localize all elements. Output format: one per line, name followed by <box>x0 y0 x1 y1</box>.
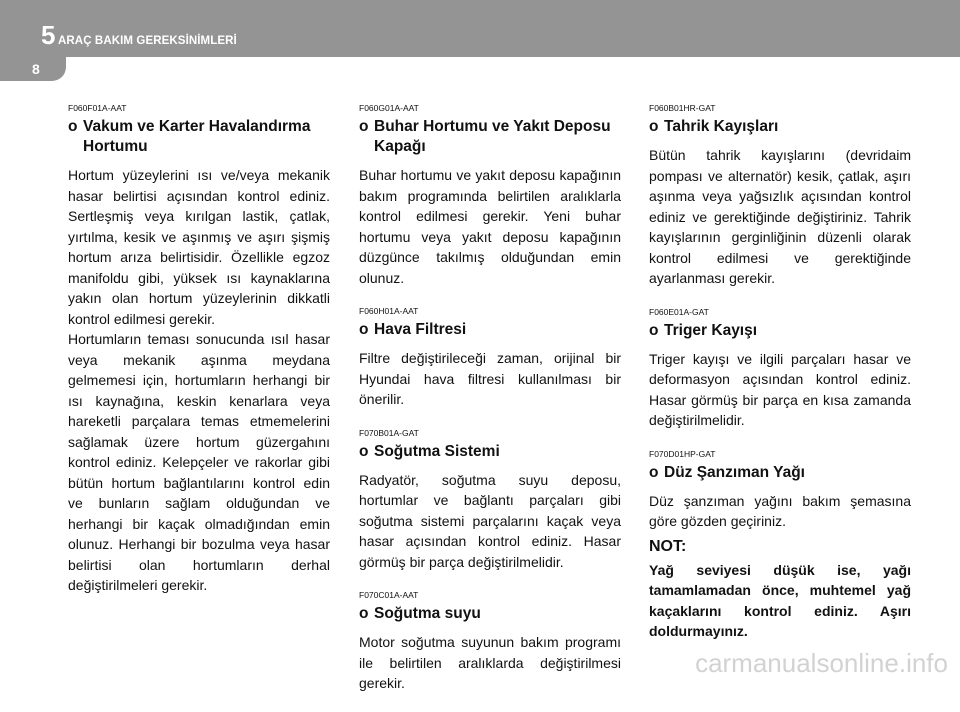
section-vacuum-hose <box>68 103 330 596</box>
section-manual-transmission-oil <box>649 449 911 642</box>
section-title: Hava Filtresi <box>374 321 467 338</box>
chapter-number: 5 <box>41 20 56 50</box>
section-heading <box>649 117 911 137</box>
column-middle <box>359 103 621 712</box>
section-body-continued: Hortumların teması sonucunda ısıl hasar veya mekanik aşınma meydana gelmemesi için, hortumların herhangi bir ısı kaynağına, keskin kenarlara veya hareketli parçalara temas etmemelerini sağlamak üzere hortum güzergahını kontrol ediniz. Kelepçeler ve rakorlar gibi bütün hortum bağlantılarını kontrol edin ve bunların sağlam olduğundan ve herhangi bir kaçak olmadığından emin olunuz. Herhangi bir bozulma veya hasar belirtisi olan hortumların derhal değiştirilmeleri gerekir. <box>68 331 330 593</box>
bullet-glyph: o <box>649 463 659 481</box>
section-timing-belt <box>649 307 911 431</box>
section-heading <box>359 320 621 340</box>
section-drive-belts <box>649 103 911 289</box>
section-code: F060B01HR-GAT <box>649 103 716 113</box>
chapter-title: ARAÇ BAKIM GEREKSİNİMLERİ <box>58 35 237 47</box>
section-air-filter <box>359 306 621 410</box>
bullet-glyph: o <box>359 118 369 135</box>
chapter-header-bar <box>0 0 960 57</box>
section-body: Buhar hortumu ve yakıt deposu kapağının bakım programında belirtilen aralıklarla kontrol edilmesi gerekir. Yeni buhar hortumu veya yakıt deposu kapağının düzgünce takılmış olduğundan emin olunuz. <box>359 167 621 286</box>
section-cooling-system <box>359 428 621 573</box>
section-heading <box>649 321 911 341</box>
section-code: F070D01HP-GAT <box>649 448 716 459</box>
section-heading <box>649 463 911 483</box>
watermark: carmanualsonline.info <box>695 648 948 678</box>
section-code: F070B01A-GAT <box>359 427 419 438</box>
note-text: Yağ seviyesi düşük ise, yağı tamamlamadan önce, muhtemel yağ kaçaklarını kontrol ediniz. Aşırı doldurmayınız. <box>649 561 911 639</box>
page-number: 8 <box>32 61 40 77</box>
bullet-glyph: o <box>359 442 369 460</box>
section-body: Hortum yüzeylerini ısı ve/veya mekanik hasar belirtisi açısından kontrol ediniz. Sertleşmiş veya kırılgan lastik, çatlak, yırtılma, kesik ve aşınmış ve aşırı şişmiş hortum arıza belirtisidir. Özellikle egzoz manifoldu gibi, yüksek ısı kaynaklarına yakın olan hortum yüzeylerinin dikkatli kontrol edilmesi gerekir. <box>68 167 330 327</box>
section-body: Bütün tahrik kayışlarını (devridaim pompası ve alternatör) kesik, çatlak, aşırı aşınma veya yağsızlık açısından kontrol ediniz ve gerektiğinde değiştiriniz. Tahrik kayışlarının gerginliğinin düzenli olarak kontrol edilmesi ve gerektiğinde ayarlanması gerekir. <box>649 147 911 286</box>
bullet-glyph: o <box>68 118 78 135</box>
section-title: Triger Kayışı <box>664 321 758 339</box>
section-title: Düz Şanzıman Yağı <box>664 463 805 481</box>
section-title: Buhar Hortumu ve Yakıt Deposu Kapağı <box>374 118 611 155</box>
section-code: F060F01A-AAT <box>68 103 127 113</box>
section-body: Radyatör, soğutma suyu deposu, hortumlar ve bağlantı parçaları gibi soğutma sistemi parçalarını kaçak veya hasar açısından kontrol ediniz. Hasar görmüş bir parça değiştirilmelidir. <box>359 471 621 570</box>
note-title: NOT: <box>649 537 687 555</box>
column-left <box>68 103 330 614</box>
bullet-glyph: o <box>359 605 369 622</box>
section-body: Filtre değiştirileceği zaman, orijinal bir Hyundai hava filtresi kullanılması bir önerilir. <box>359 350 621 407</box>
section-body: Motor soğutma suyunun bakım programı ile belirtilen aralıklarda değiştirilmesi gerekir. <box>359 634 621 691</box>
bullet-glyph: o <box>649 321 659 339</box>
section-heading <box>359 604 621 624</box>
section-title: Vakum ve Karter Havalandırma Hortumu <box>83 118 311 155</box>
bullet-glyph: o <box>649 118 659 135</box>
section-code: F060H01A-AAT <box>359 306 419 316</box>
bullet-glyph: o <box>359 321 369 338</box>
section-code: F070C01A-AAT <box>359 590 419 600</box>
section-code: F060G01A-AAT <box>359 103 419 113</box>
column-right <box>649 103 911 660</box>
section-title: Soğutma suyu <box>374 605 481 622</box>
section-title: Soğutma Sistemi <box>374 442 500 460</box>
section-coolant <box>359 590 621 694</box>
section-title: Tahrik Kayışları <box>664 118 779 135</box>
section-vapor-hose <box>359 103 621 288</box>
section-heading <box>359 117 621 157</box>
section-heading <box>359 442 621 462</box>
section-code: F060E01A-GAT <box>649 306 709 317</box>
section-body: Düz şanzıman yağını bakım şemasına göre gözden geçiriniz. <box>649 492 911 529</box>
section-heading <box>68 117 330 157</box>
section-body: Triger kayışı ve ilgili parçaları hasar ve deformasyon açısından kontrol ediniz. Hasar görmüş bir parça en kısa zamanda değiştirilmelidir. <box>649 350 911 428</box>
